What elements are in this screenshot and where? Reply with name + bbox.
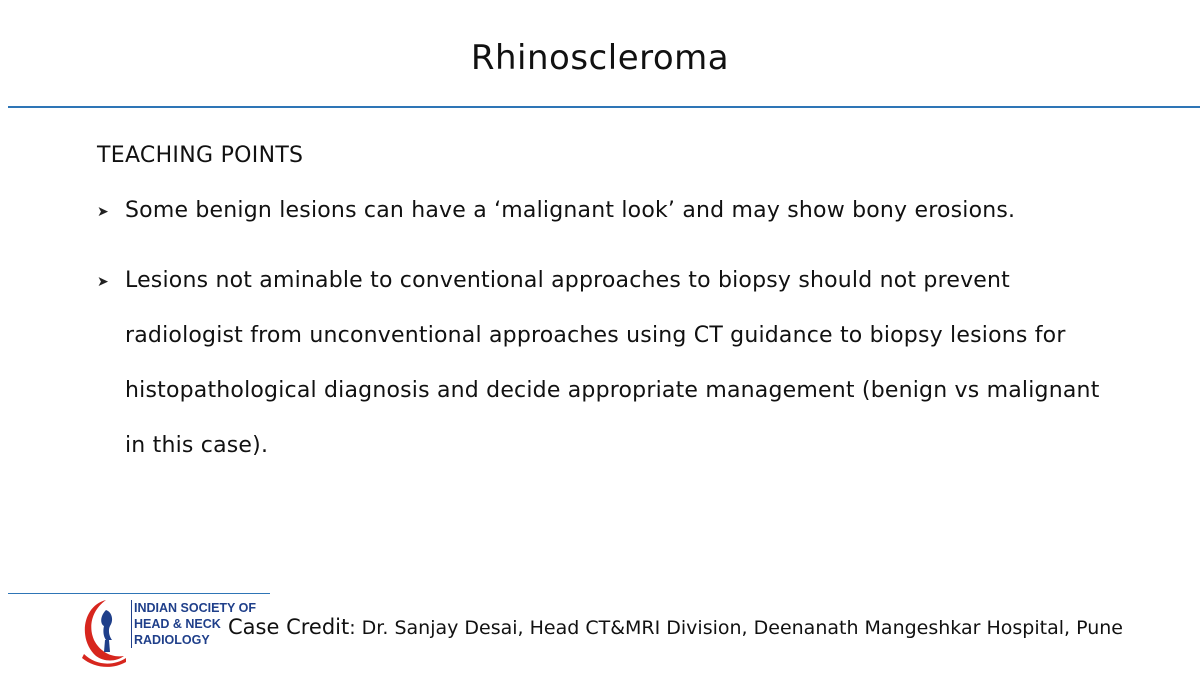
society-logo-icon: [76, 596, 128, 668]
org-line: HEAD & NECK: [134, 617, 221, 631]
bullet-text: Some benign lesions can have a ‘malignant look’ and may show bony erosions.: [125, 198, 1016, 223]
case-credit-label: Case Credit: [228, 615, 350, 639]
slide-title: Rhinoscleroma: [470, 38, 730, 78]
org-line: INDIAN SOCIETY OF: [134, 601, 257, 615]
footer-divider: [8, 593, 270, 594]
case-credit: [228, 615, 1123, 639]
title-divider: [8, 106, 1200, 108]
case-credit-text: : Dr. Sanjay Desai, Head CT&MRI Division, Deenanath Mangeshkar Hospital, Pune: [349, 617, 1123, 639]
arrow-bullet-icon: ➤: [97, 204, 109, 220]
section-heading: TEACHING POINTS: [97, 143, 304, 168]
org-line: RADIOLOGY: [134, 633, 210, 647]
arrow-bullet-icon: ➤: [97, 274, 109, 290]
bullet-text: Lesions not aminable to conventional approaches to biopsy should not prevent radiologist from unconventional approaches using CT guidance to biopsy lesions for histopathological diagnosis and decide appropriate management (benign vs malignant in this case).: [125, 268, 1100, 458]
